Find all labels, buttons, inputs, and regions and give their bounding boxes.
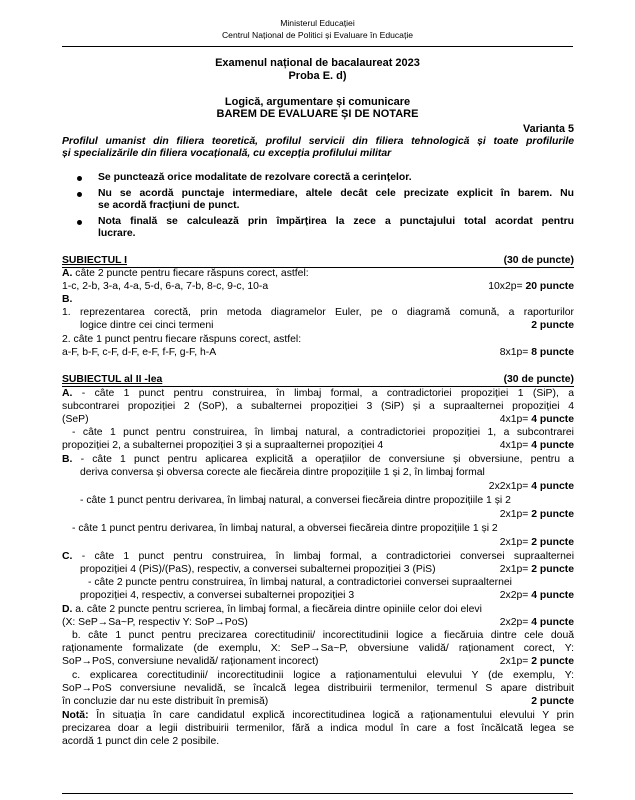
s2-d-line: SoP→PoS, conversiune nevalidă/ raționament incorect)	[62, 656, 319, 667]
s2-d-score-1: 2x2p= 4 puncte	[499, 617, 574, 628]
s1-b2-score: 8x1p= 8 puncte	[499, 347, 574, 358]
note-line: Notă: În situația în care candidatul explică incorectitudinea logică a raționamentului elevului Y prin	[62, 710, 574, 721]
s2-b-score-2: 2x1p= 2 puncte	[499, 509, 574, 520]
s2-d-line: SoP→PoS conversiune nevalidă, se încalcă legea distribuirii termenilor, termenul S apare distribuit	[62, 683, 574, 694]
s2-b-line: - câte 1 punct pentru derivarea, în limbaj natural, a conversei fiecăreia dintre propozițiile 1 și 2	[80, 495, 511, 506]
center-name: Centrul Național de Politici și Evaluare în Educație	[221, 30, 414, 40]
s2-d-line: raționamente formalizate (de exemplu, X: SeP→Sa~P, obversiune validă/ raționament corect, Y:	[62, 643, 574, 654]
proba-title: Proba E. d)	[288, 70, 347, 82]
subject-title: Logică, argumentare și comunicare	[224, 96, 411, 108]
s1-b2-answers: a-F, b-F, c-F, d-F, e-F, f-F, g-F, h-A	[62, 347, 217, 358]
s2-d-score-3: 2 puncte	[531, 696, 574, 707]
rule-item: Nu se acordă punctaje intermediare, altele decât cele precizate explicit în barem. Nu se acordă fracțiuni de punct.	[98, 188, 574, 212]
s2-b-line: deriva conversa și obversa corecte ale fiecăreia dintre propozițiile 1 și 2, în limbaj formal	[80, 467, 485, 478]
s2-d-line: c. explicarea corectitudinii/ incorectitudinii logice a raționamentului elevului Y (de exemplu, Y:	[72, 670, 574, 681]
s1-b2-text: 2. câte 1 punct pentru fiecare răspuns corect, astfel:	[62, 334, 302, 345]
bullet-icon	[77, 220, 82, 225]
s2-a-line: A. - câte 1 punct pentru construirea, în limbaj formal, a contradictoriei propoziției 1 (SiP), a	[62, 388, 574, 399]
s1-a-intro: A. câte 2 puncte pentru fiecare răspuns corect, astfel:	[62, 268, 309, 279]
s1-a-score: 10x2p= 20 puncte	[488, 281, 574, 292]
section-1-points: (30 de puncte)	[503, 255, 574, 266]
s2-d-line: b. câte 1 punct pentru precizarea corectitudinii/ incorectitudinii logice a fiecăruia dintre cele două	[72, 630, 574, 641]
header-rule	[62, 46, 573, 47]
s1-b-label: B.	[62, 294, 73, 305]
s2-a-line: - câte 1 punct pentru construirea, în limbaj natural, a contradictoriei propoziției 1, a subcontrarei	[72, 427, 574, 438]
s1-a-answers: 1-c, 2-b, 3-a, 4-a, 5-d, 6-a, 7-b, 8-c, 9-c, 10-a	[62, 281, 269, 292]
section-1-header	[62, 255, 574, 267]
s2-d-line: în concluzie dar nu este distribuit în premisă)	[62, 696, 269, 707]
ministry-name: Ministerul Educației	[280, 18, 355, 28]
s2-c-line: C. - câte 1 punct pentru construirea, în limbaj formal, a contradictoriei conversei supraalternei	[62, 551, 574, 562]
s2-d-score-2: 2x1p= 2 puncte	[499, 656, 574, 667]
s2-d-line: (X: SeP→Sa~P, respectiv Y: SoP→PoS)	[62, 617, 248, 628]
section-2-title: SUBIECTUL al II -lea	[62, 374, 163, 385]
bullet-icon	[77, 176, 82, 181]
s1-b1-score: 2 puncte	[531, 320, 574, 331]
s1-b1-text-cont: logice dintre cei cinci termeni	[80, 320, 214, 331]
section-1-title: SUBIECTUL I	[62, 255, 128, 266]
s2-b-line: B. - câte 1 punct pentru aplicarea explicită a operațiilor de conversiune și obversiune, pentru a	[62, 454, 574, 465]
bullet-icon	[77, 192, 82, 197]
exam-title: Examenul național de bacalaureat 2023	[215, 57, 420, 69]
s2-c-line: propoziției 4 (PiS)/(PaS), respectiv, a conversei subalternei propoziției 3 (PiS)	[80, 564, 436, 575]
s2-c-line: propoziției 4, respectiv, a conversei subalternei propoziției 3	[80, 590, 355, 601]
profile-line-1: Profilul umanist din filiera teoretică, profilul servicii din filiera tehnologică și toate profilurile	[62, 136, 574, 147]
rule-item: Nota finală se calculează prin împărțirea la zece a punctajului total acordat pentru lucrare.	[98, 216, 574, 240]
section-2-header	[62, 374, 574, 386]
variant-label: Varianta 5	[522, 123, 574, 135]
s2-c-score-1: 2x1p= 2 puncte	[499, 564, 574, 575]
section-2-rule	[62, 386, 574, 387]
note-line: acordă 1 punct din cele 2 posibile.	[62, 736, 220, 747]
profile-line-2: și specializările din filiera vocațională, cu excepția profilului militar	[62, 148, 392, 159]
s2-b-score-3: 2x1p= 2 puncte	[499, 537, 574, 548]
s2-a-score-1: 4x1p= 4 puncte	[499, 414, 574, 425]
section-2-points: (30 de puncte)	[503, 374, 574, 385]
s2-d-line: D. a. câte 2 puncte pentru scrierea, în limbaj formal, a fiecăreia dintre opiniile celor doi elevi	[62, 604, 482, 615]
s2-a-score-2: 4x1p= 4 puncte	[499, 440, 574, 451]
s2-c-score-2: 2x2p= 4 puncte	[499, 590, 574, 601]
footer-rule	[62, 793, 573, 794]
s2-a-line: propoziției 2, a subalternei propoziției 3 și a supraalternei propoziției 4	[62, 440, 384, 451]
rule-item: Se punctează orice modalitate de rezolvare corectă a cerințelor.	[98, 172, 574, 184]
barem-title: BAREM DE EVALUARE ȘI DE NOTARE	[216, 108, 419, 120]
s2-b-score-1: 2x2x1p= 4 puncte	[488, 481, 574, 492]
note-line: precizarea doar a legii distribuirii termenilor, fără a indica modul în care a fost încălcată legea se	[62, 723, 574, 734]
s2-c-line: - câte 2 puncte pentru construirea, în limbaj natural, a contradictoriei conversei supraalternei	[88, 577, 512, 588]
s2-b-line: - câte 1 punct pentru derivarea, în limbaj natural, a obversei fiecăreia dintre propozițiile 1 și 2	[72, 523, 498, 534]
s1-b1-text: 1. reprezentarea corectă, prin metoda diagramelor Euler, pe o diagramă comună, a raporturilor	[62, 307, 574, 318]
s2-a-line: (SeP)	[62, 414, 89, 425]
s2-a-line: subcontrarei propoziției 2 (SoP), a subalternei propoziției 3 (SiP) și a supraalternei propoziției 4	[62, 401, 574, 412]
